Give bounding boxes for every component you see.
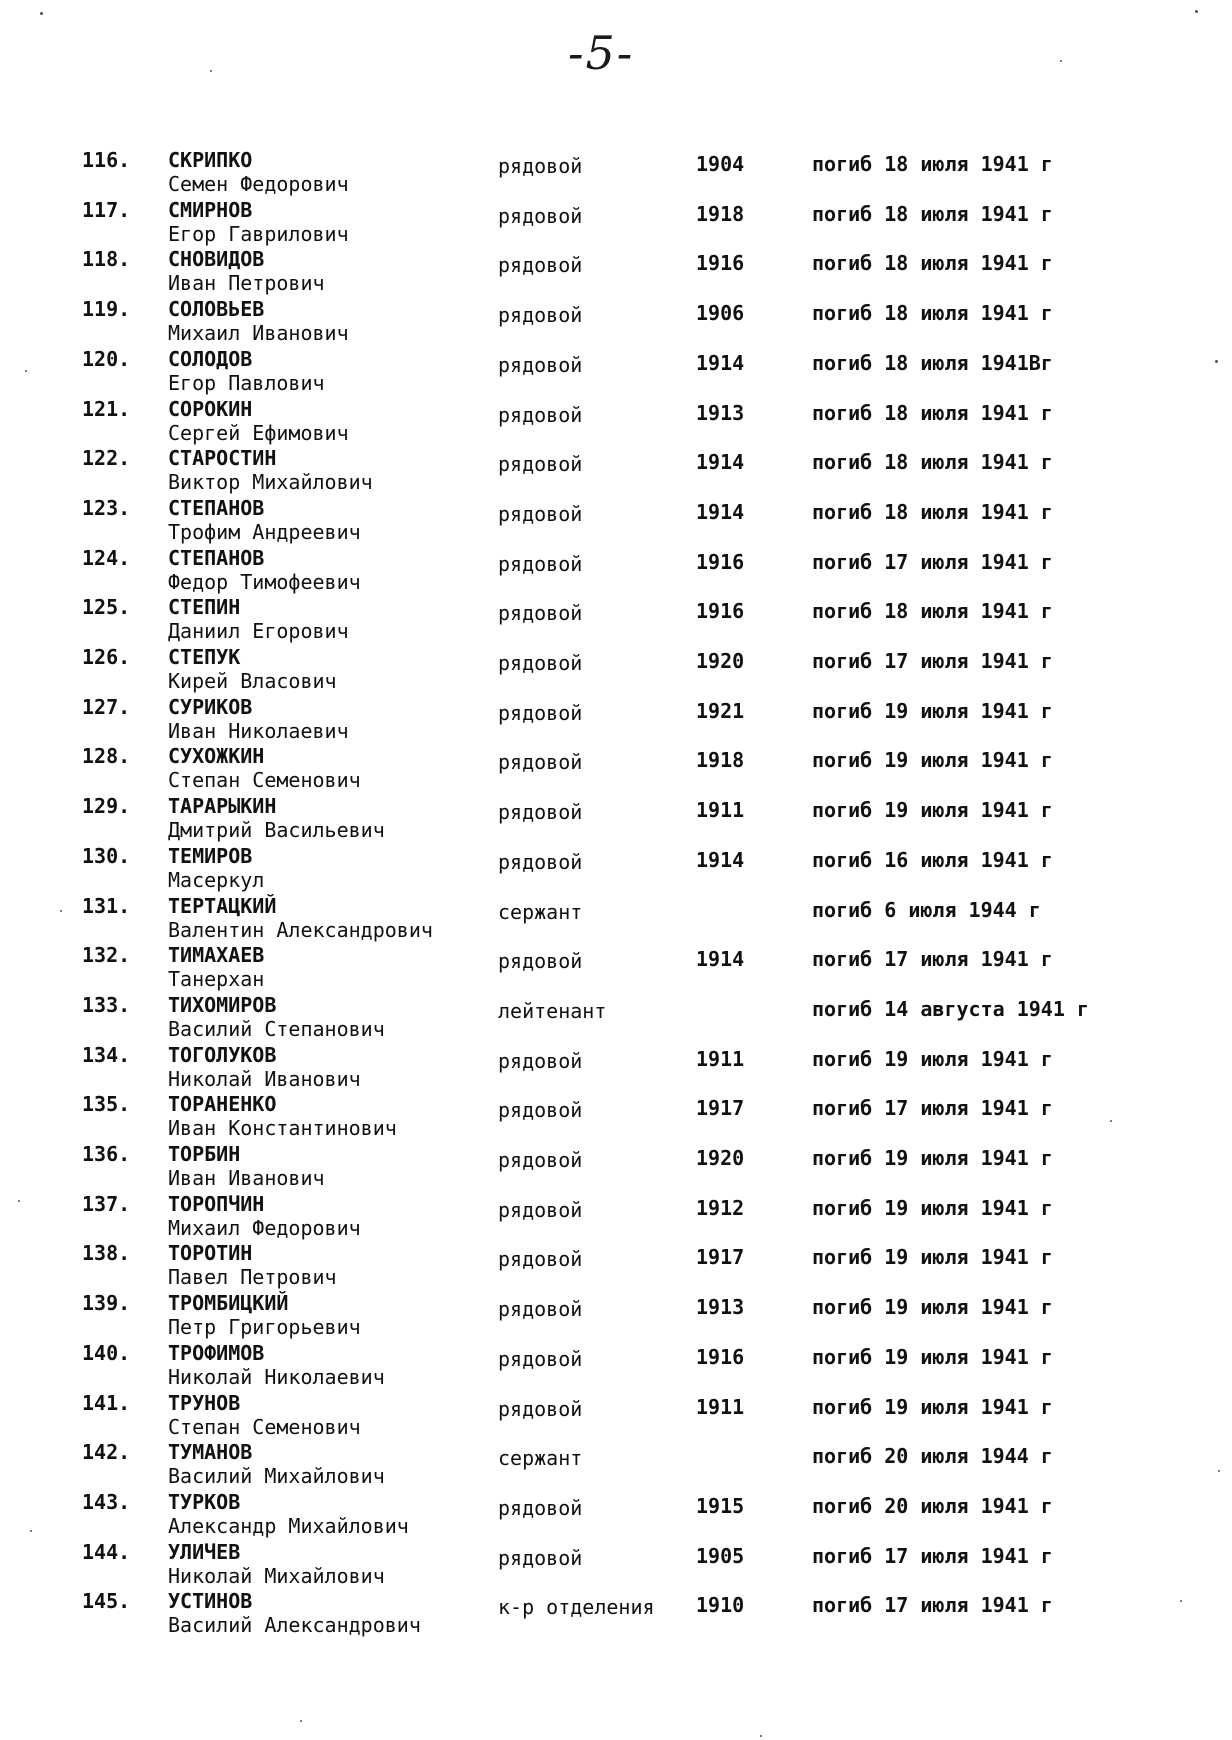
record-surname: СОРОКИН (168, 396, 253, 421)
record-number: 141. (82, 1390, 131, 1415)
scan-speck (1110, 1120, 1112, 1122)
record-rank: к-р отделения (498, 1595, 655, 1620)
record-given-names: Николай Николаевич (168, 1364, 385, 1389)
record-fate: погиб 19 июля 1941 г (812, 1394, 1053, 1419)
record-surname: ТИМАХАЕВ (168, 943, 265, 968)
record-number: 144. (82, 1539, 131, 1564)
record-row (0, 943, 1232, 993)
record-number: 123. (82, 495, 131, 520)
record-fate: погиб 19 июля 1941 г (812, 698, 1053, 723)
record-row (0, 645, 1232, 695)
record-fate: погиб 19 июля 1941 г (812, 1046, 1053, 1071)
record-rank: рядовой (498, 1197, 583, 1222)
record-surname: СМИРНОВ (168, 197, 253, 222)
record-rank: рядовой (498, 1247, 583, 1272)
record-birth-year: 1913 (696, 1295, 745, 1320)
record-row (0, 894, 1232, 944)
record-given-names: Иван Николаевич (168, 718, 349, 743)
record-row (0, 397, 1232, 447)
record-fate: погиб 19 июля 1941 г (812, 1195, 1053, 1220)
record-row (0, 1043, 1232, 1093)
record-number: 140. (82, 1340, 131, 1365)
record-fate: погиб 16 июля 1941 г (812, 847, 1053, 872)
page-number: -5- (568, 26, 635, 80)
record-rank: рядовой (498, 800, 583, 825)
record-birth-year: 1906 (696, 301, 745, 326)
record-fate: погиб 18 июля 1941 г (812, 301, 1053, 326)
record-given-names: Василий Степанович (168, 1016, 385, 1041)
record-surname: СКРИПКО (168, 148, 253, 172)
record-row (0, 993, 1232, 1043)
scan-speck (300, 1720, 302, 1722)
record-birth-year: 1920 (696, 1146, 745, 1170)
record-fate: погиб 18 июля 1941 г (812, 599, 1053, 624)
record-rank: рядовой (498, 303, 583, 328)
record-birth-year: 1918 (696, 201, 745, 226)
scan-speck (760, 1735, 762, 1737)
record-given-names: Михаил Иванович (168, 321, 349, 346)
record-surname: УСТИНОВ (168, 1589, 253, 1614)
record-row (0, 1291, 1232, 1341)
record-rank: рядовой (498, 402, 583, 427)
record-number: 143. (82, 1489, 131, 1514)
record-given-names: Кирей Власович (168, 669, 337, 693)
record-birth-year: 1917 (696, 1245, 745, 1270)
record-given-names: Валентин Александрович (168, 917, 433, 942)
scan-speck (1215, 360, 1218, 363)
record-fate: погиб 19 июля 1941 г (812, 798, 1053, 823)
record-fate: погиб 17 июля 1941 г (812, 1543, 1053, 1568)
scan-speck (1180, 1600, 1182, 1602)
record-row (0, 247, 1232, 297)
record-fate: погиб 17 июля 1941 г (812, 1096, 1053, 1121)
record-birth-year: 1915 (696, 1493, 745, 1518)
record-row (0, 546, 1232, 596)
record-number: 134. (82, 1042, 131, 1067)
record-surname: ТУРКОВ (168, 1489, 241, 1514)
record-surname: СУХОЖКИН (168, 744, 265, 769)
record-fate: погиб 18 июля 1941 г (812, 400, 1053, 425)
record-row (0, 347, 1232, 397)
record-birth-year: 1911 (696, 1046, 745, 1071)
record-number: 142. (82, 1440, 131, 1465)
record-rank: рядовой (498, 203, 583, 228)
record-number: 116. (82, 148, 131, 172)
record-fate: погиб 18 июля 1941Вг (812, 350, 1053, 375)
record-rank: рядовой (498, 750, 583, 775)
record-row (0, 595, 1232, 645)
record-rank: рядовой (498, 551, 583, 576)
record-number: 122. (82, 446, 131, 471)
record-rank: рядовой (498, 501, 583, 526)
record-fate: погиб 20 июля 1944 г (812, 1444, 1053, 1469)
record-rank: лейтенант (498, 998, 607, 1023)
record-given-names: Егор Павлович (168, 370, 325, 395)
record-surname: СТЕПАНОВ (168, 545, 265, 570)
record-row (0, 695, 1232, 745)
record-rank: рядовой (498, 849, 583, 874)
record-number: 117. (82, 197, 131, 222)
record-row (0, 794, 1232, 844)
record-rank: рядовой (498, 601, 583, 626)
record-number: 119. (82, 297, 131, 322)
record-number: 135. (82, 1092, 131, 1117)
scan-speck (25, 370, 27, 372)
record-row (0, 297, 1232, 347)
record-row (0, 844, 1232, 894)
record-birth-year: 1904 (696, 152, 745, 176)
record-number: 139. (82, 1291, 131, 1316)
record-rank: рядовой (498, 352, 583, 377)
record-birth-year: 1916 (696, 549, 745, 574)
record-surname: УЛИЧЕВ (168, 1539, 241, 1564)
record-birth-year: 1914 (696, 847, 745, 872)
record-row (0, 1490, 1232, 1540)
record-fate: погиб 19 июля 1941 г (812, 748, 1053, 773)
scan-speck (60, 910, 62, 912)
record-given-names: Семен Федорович (168, 172, 349, 196)
record-rank: рядовой (498, 452, 583, 477)
scan-speck (40, 12, 43, 15)
record-rank: рядовой (498, 1396, 583, 1421)
record-number: 118. (82, 247, 131, 272)
record-rank: рядовой (498, 1297, 583, 1322)
record-given-names: Иван Петрович (168, 271, 325, 296)
record-given-names: Степан Семенович (168, 768, 361, 793)
record-surname: ТЕРТАЦКИЙ (168, 893, 277, 918)
record-given-names: Сергей Ефимович (168, 420, 349, 445)
record-given-names: Танерхан (168, 967, 265, 992)
record-given-names: Дмитрий Васильевич (168, 818, 385, 843)
record-number: 145. (82, 1589, 131, 1614)
record-row (0, 1341, 1232, 1391)
record-birth-year: 1914 (696, 350, 745, 375)
record-rank: рядовой (498, 1148, 583, 1172)
record-number: 133. (82, 992, 131, 1017)
record-birth-year: 1911 (696, 798, 745, 823)
record-surname: ТРОМБИЦКИЙ (168, 1291, 289, 1316)
record-rank: рядовой (498, 154, 583, 178)
record-fate: погиб 17 июля 1941 г (812, 947, 1053, 972)
record-number: 126. (82, 645, 131, 669)
record-fate: погиб 17 июля 1941 г (812, 1593, 1053, 1618)
record-row (0, 148, 1232, 198)
record-surname: ТЕМИРОВ (168, 843, 253, 868)
record-given-names: Павел Петрович (168, 1265, 337, 1290)
record-birth-year: 1914 (696, 450, 745, 475)
record-birth-year: 1914 (696, 947, 745, 972)
record-surname: СУРИКОВ (168, 694, 253, 719)
record-birth-year: 1921 (696, 698, 745, 723)
record-rank: рядовой (498, 700, 583, 725)
record-birth-year: 1917 (696, 1096, 745, 1121)
record-surname: ТИХОМИРОВ (168, 992, 277, 1017)
record-rank: рядовой (498, 1346, 583, 1371)
record-number: 124. (82, 545, 131, 570)
record-surname: СОЛОВЬЕВ (168, 297, 265, 322)
record-fate: погиб 19 июля 1941 г (812, 1146, 1053, 1170)
record-row (0, 1589, 1232, 1639)
record-fate: погиб 18 июля 1941 г (812, 450, 1053, 475)
record-surname: ТРОФИМОВ (168, 1340, 265, 1365)
record-birth-year: 1912 (696, 1195, 745, 1220)
record-birth-year: 1918 (696, 748, 745, 773)
record-surname: ТУМАНОВ (168, 1440, 253, 1465)
record-given-names: Федор Тимофеевич (168, 569, 361, 594)
record-birth-year: 1914 (696, 499, 745, 524)
record-given-names: Масеркул (168, 867, 265, 892)
scan-speck (210, 70, 212, 72)
record-row (0, 198, 1232, 248)
record-given-names: Виктор Михайлович (168, 470, 373, 495)
scan-speck (1218, 1470, 1220, 1472)
record-given-names: Александр Михайлович (168, 1513, 409, 1538)
record-birth-year: 1916 (696, 251, 745, 276)
record-birth-year: 1910 (696, 1593, 745, 1618)
record-birth-year: 1905 (696, 1543, 745, 1568)
record-fate: погиб 19 июля 1941 г (812, 1344, 1053, 1369)
record-surname: ТОГОЛУКОВ (168, 1042, 277, 1067)
record-number: 128. (82, 744, 131, 769)
record-given-names: Николай Михайлович (168, 1563, 385, 1588)
record-row (0, 1142, 1232, 1192)
record-rank: рядовой (498, 949, 583, 974)
record-fate: погиб 17 июля 1941 г (812, 649, 1053, 673)
record-row (0, 1540, 1232, 1590)
record-row (0, 1092, 1232, 1142)
record-surname: ТРУНОВ (168, 1390, 241, 1415)
record-rank: сержант (498, 1446, 583, 1471)
record-number: 120. (82, 346, 131, 371)
record-number: 127. (82, 694, 131, 719)
record-given-names: Иван Константинович (168, 1116, 397, 1141)
record-rank: рядовой (498, 253, 583, 278)
record-given-names: Даниил Егорович (168, 619, 349, 644)
record-birth-year: 1916 (696, 1344, 745, 1369)
record-fate: погиб 18 июля 1941 г (812, 201, 1053, 226)
record-number: 138. (82, 1241, 131, 1266)
scan-speck (30, 1530, 32, 1532)
scan-speck (18, 1200, 20, 1202)
record-rank: рядовой (498, 1545, 583, 1570)
record-given-names: Иван Иванович (168, 1166, 325, 1190)
record-number: 121. (82, 396, 131, 421)
record-surname: ТАРАРЫКИН (168, 794, 277, 819)
record-given-names: Михаил Федорович (168, 1215, 361, 1240)
record-given-names: Николай Иванович (168, 1066, 361, 1091)
record-number: 125. (82, 595, 131, 620)
record-row (0, 446, 1232, 496)
record-given-names: Василий Михайлович (168, 1464, 385, 1489)
scan-speck (1195, 10, 1198, 13)
record-number: 132. (82, 943, 131, 968)
record-given-names: Степан Семенович (168, 1414, 361, 1439)
record-row (0, 744, 1232, 794)
record-fate: погиб 6 июля 1944 г (812, 897, 1041, 922)
record-surname: ТОРОПЧИН (168, 1191, 265, 1216)
record-fate: погиб 18 июля 1941 г (812, 152, 1053, 176)
record-fate: погиб 14 августа 1941 г (812, 996, 1089, 1021)
record-fate: погиб 19 июля 1941 г (812, 1295, 1053, 1320)
record-given-names: Петр Григорьевич (168, 1315, 361, 1340)
record-fate: погиб 18 июля 1941 г (812, 251, 1053, 276)
record-surname: ТОРОТИН (168, 1241, 253, 1266)
record-rank: рядовой (498, 1098, 583, 1123)
record-row (0, 1192, 1232, 1242)
record-birth-year: 1920 (696, 649, 745, 673)
record-given-names: Егор Гаврилович (168, 221, 349, 246)
record-given-names: Василий Александрович (168, 1613, 421, 1638)
record-row (0, 1391, 1232, 1441)
record-row (0, 1241, 1232, 1291)
record-rank: рядовой (498, 1048, 583, 1073)
record-birth-year: 1913 (696, 400, 745, 425)
record-fate: погиб 19 июля 1941 г (812, 1245, 1053, 1270)
record-row (0, 1440, 1232, 1490)
record-surname: ТОРАНЕНКО (168, 1092, 277, 1117)
record-number: 129. (82, 794, 131, 819)
record-given-names: Трофим Андреевич (168, 519, 361, 544)
record-fate: погиб 20 июля 1941 г (812, 1493, 1053, 1518)
record-surname: ТОРБИН (168, 1142, 241, 1166)
record-surname: СОЛОДОВ (168, 346, 253, 371)
record-surname: СТЕПУК (168, 645, 241, 669)
record-row (0, 496, 1232, 546)
record-fate: погиб 17 июля 1941 г (812, 549, 1053, 574)
record-surname: СТАРОСТИН (168, 446, 277, 471)
record-number: 130. (82, 843, 131, 868)
record-rank: сержант (498, 899, 583, 924)
record-surname: СНОВИДОВ (168, 247, 265, 272)
record-rank: рядовой (498, 651, 583, 675)
record-fate: погиб 18 июля 1941 г (812, 499, 1053, 524)
record-surname: СТЕПИН (168, 595, 241, 620)
record-birth-year: 1911 (696, 1394, 745, 1419)
scan-speck (1060, 60, 1062, 62)
record-number: 137. (82, 1191, 131, 1216)
record-number: 131. (82, 893, 131, 918)
record-number: 136. (82, 1142, 131, 1166)
record-surname: СТЕПАНОВ (168, 495, 265, 520)
record-rank: рядовой (498, 1495, 583, 1520)
record-birth-year: 1916 (696, 599, 745, 624)
